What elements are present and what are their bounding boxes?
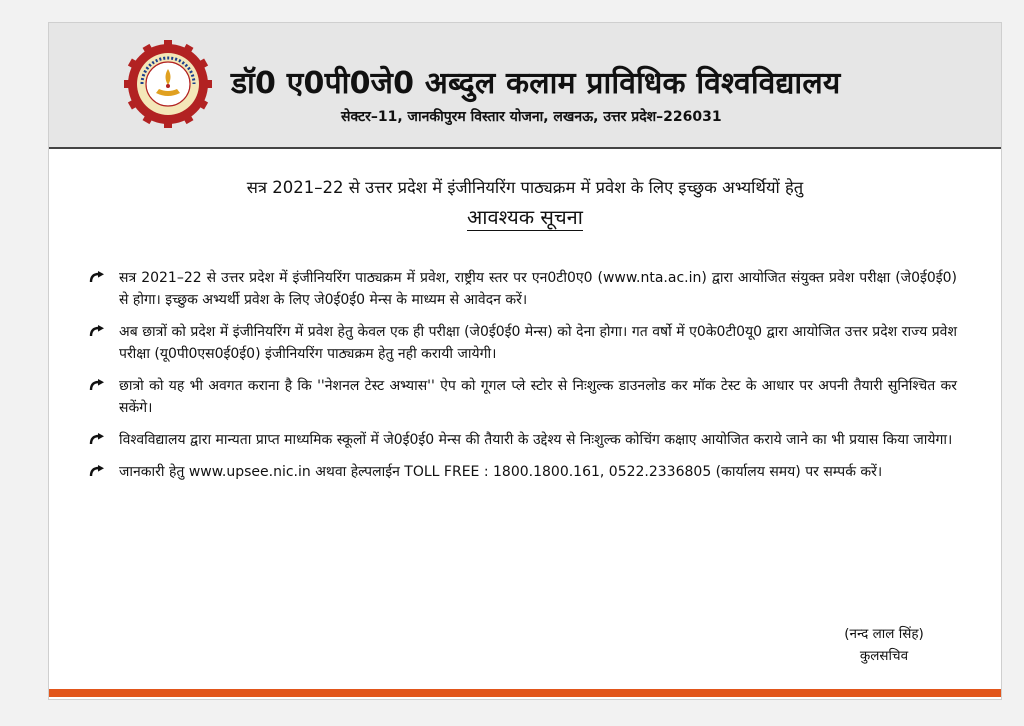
curved-arrow-bullet-icon (89, 325, 105, 339)
notice-points-list (89, 267, 957, 493)
notice-point (89, 429, 957, 451)
university-address: सेक्टर–11, जानकीपुरम विस्तार योजना, लखनऊ, उत्तर प्रदेश–226031 (341, 109, 722, 125)
signatory-name: (नन्द लाल सिंह) (844, 626, 924, 642)
notice-point (89, 375, 957, 419)
notice-point (89, 267, 957, 311)
signature-block (809, 623, 959, 667)
notice-point-text: अब छात्रों को प्रदेश में इंजीनियरिंग में प्रवेश हेतु केवल एक ही परीक्षा (जे0ई0ई0 मेन्स) को देना होगा। गत वर्षो में ए0के0टी0यू0 द्वारा आयोजित उत्तर प्रदेश राज्य प्रवेश परीक्षा (यू0पी0एस0ई0ई0) इंजीनियरिंग पाठ्यक्रम हेतु नही करायी जायेगी। (119, 324, 957, 362)
notice-title-text: आवश्यक सूचना (467, 205, 583, 229)
notice-point (89, 461, 957, 483)
curved-arrow-bullet-icon (89, 465, 105, 479)
notice-point (89, 321, 957, 365)
signatory-designation: कुलसचिव (859, 648, 909, 664)
notice-point-text: विश्वविद्यालय द्वारा मान्यता प्राप्त माध्यमिक स्कूलों में जे0ई0ई0 मेन्स की तैयारी के उद्देश्य से निःशुल्क कोचिंग कक्षाए आयोजित कराये जाने का भी प्रयास किया जायेगा। (119, 432, 953, 448)
footer-accent-bar (49, 689, 1001, 697)
university-seal-logo (123, 39, 213, 129)
letterhead (49, 23, 1001, 149)
notice-subject: सत्र 2021–22 से उत्तर प्रदेश में इंजीनियरिंग पाठ्यक्रम में प्रवेश के लिए इच्छुक अभ्यर्थियों हेतु (246, 178, 804, 197)
curved-arrow-bullet-icon (89, 379, 105, 393)
notice-title (49, 203, 1001, 230)
notice-point-text: जानकारी हेतु www.upsee.nic.in अथवा हेल्पलाईन TOLL FREE : 1800.1800.161, 0522.2336805 (कार्यालय समय) पर सम्पर्क करें। (119, 464, 883, 480)
curved-arrow-bullet-icon (89, 433, 105, 447)
notice-point-text: सत्र 2021–22 से उत्तर प्रदेश में इंजीनियरिंग पाठ्यक्रम में प्रवेश, राष्ट्रीय स्तर पर एन0टी0ए0 (www.nta.ac.in) द्वारा आयोजित संयुक्त प्रवेश परीक्षा (जे0ई0ई0) से होगा। इच्छुक अभ्यर्थी प्रवेश के लिए जे0ई0ई0 मेन्स के माध्यम से आवेदन करें। (119, 270, 957, 308)
notice-point-text: छात्रो को यह भी अवगत कराना है कि ''नेशनल टेस्ट अभ्यास'' ऐप को गूगल प्ले स्टोर से निःशुल्क डाउनलोड कर मॉक टेस्ट के आधार पर अपनी तैयारी सुनिश्चित कर सकेंगे। (119, 378, 957, 416)
curved-arrow-bullet-icon (89, 271, 105, 285)
notice-document (48, 22, 1002, 700)
university-name: डॉ0 ए0पी0जे0 अब्दुल कलाम प्राविधिक विश्वविद्यालय (231, 66, 841, 101)
